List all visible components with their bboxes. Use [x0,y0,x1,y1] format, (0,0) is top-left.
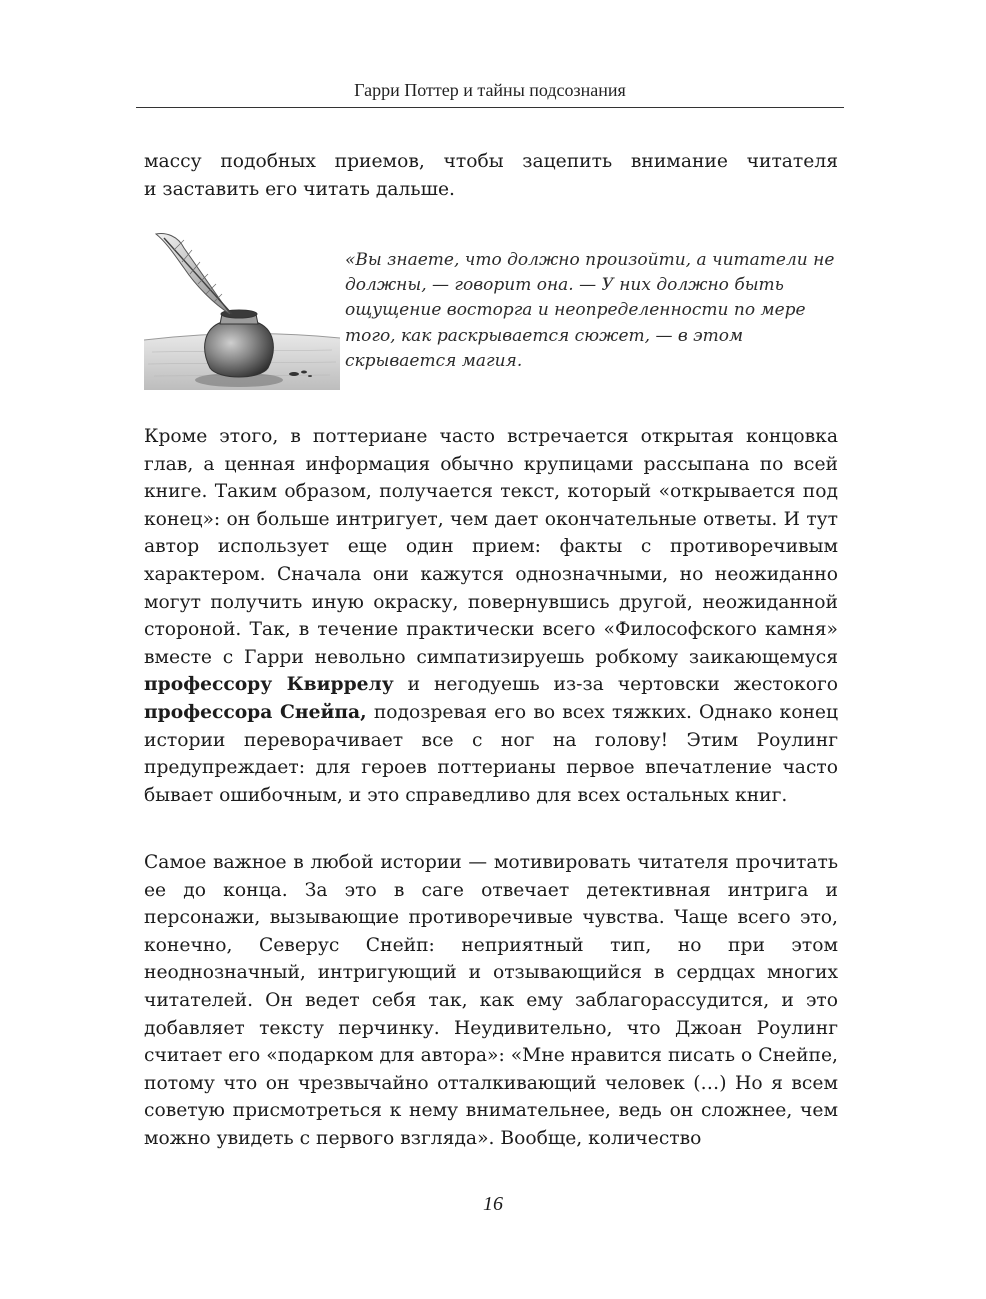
epigraph-quote: «Вы знаете, что должно произойти, а читатели не должны, — говорит она. — У них должно быть ощущение восторга и неопределенности по мере того, как раскрывается сюжет, — в этом скрывается магия. [345,250,835,371]
page-number: 16 [483,1193,503,1215]
paragraph-1-text-a: Кроме этого, в поттериане часто встречается открытая концовка глав, а ценная информация обычно крупицами рассыпана по всей книге. Таким образом, получается текст, который «открывается под конец»: он больше интригует, чем дает окончательные ответы. И тут автор использует еще один прием: факты с противоречивым характером. Сначала они кажутся однозначными, но неожиданно могут получить иную окраску, повернувшись другой, неожиданной стороной. Так, в течение практически всего «Философского камня» вместе с Гарри невольно симпатизируешь робкому заикающемуся [144,426,838,668]
header-rule [136,107,844,108]
paragraph-2: Самое важное в любой истории — мотивировать читателя прочитать ее до конца. За это в саге отвечает детективная интрига и персонажи, вызывающие противоречивые чувства. Чаще всего это, конечно, Северус Снейп: неприятный тип, но при этом неоднозначный, интригующий и отзывающийся в сердцах многих читателей. Он ведет себя так, как ему заблагорассудится, и это добавляет тексту перчинку. Неудивительно, что Джоан Роулинг считает его «подарком для автора»: «Мне нравится писать о Снейпе, потому что он чрезвычайно отталкивающий человек (…) Но я всем советую присмотреться к нему внимательнее, ведь он сложнее, чем можно увидеть с первого взгляда». Вообще, количество [144,852,838,1149]
intro-line: и заставить его читать дальше. [144,178,455,200]
bold-name-snape: профессора Снейпа, [144,700,367,723]
paragraph-1-text-c: подозревая его во всех тяжких. Однако конец истории переворачивает все с ног на голову! Этим Роулинг предупреждает: для героев поттерианы первое впечатление часто бывает ошибочным, и это справедливо для всех остальных книг. [144,701,838,806]
intro-line: массу подобных приемов, чтобы зацепить внимание читателя [144,151,838,172]
paragraph-1-text-b: и негодуешь из-за чертовски жестокого [407,674,838,696]
bold-name-quirrell: профессору Квиррелу [144,673,394,696]
running-header: Гарри Поттер и тайны подсознания [354,80,626,100]
quill-inkwell-illustration [144,228,340,390]
paragraph-1 [144,423,838,809]
intro-text [144,148,838,203]
